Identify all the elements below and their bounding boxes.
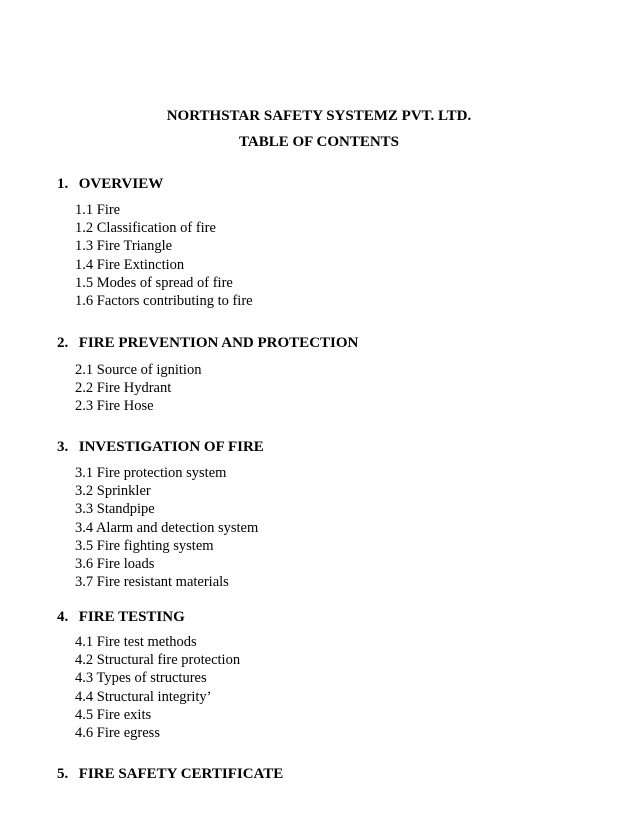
toc-item: 4.5 Fire exits <box>75 706 152 723</box>
section-heading-fire-testing <box>57 608 185 626</box>
toc-item: 3.7 Fire resistant materials <box>75 574 229 591</box>
company-name: NORTHSTAR SAFETY SYSTEMZ PVT. LTD. <box>166 108 472 124</box>
section-items-overview <box>75 201 253 310</box>
toc-item: 1.5 Modes of spread of fire <box>75 274 233 291</box>
toc-item: 3.4 Alarm and detection system <box>75 519 259 536</box>
section-number: 4. <box>57 609 69 625</box>
toc-item: 2.3 Fire Hose <box>75 398 154 415</box>
section-number: 3. <box>57 439 69 455</box>
section-items-investigation <box>75 464 258 591</box>
toc-item: 1.1 Fire <box>75 202 121 218</box>
section-number: 2. <box>57 335 69 351</box>
toc-item: 3.1 Fire protection system <box>75 465 227 481</box>
toc-item: 4.4 Structural integrity’ <box>75 688 212 705</box>
section-heading-fire-safety-certificate <box>57 765 283 783</box>
toc-item: 3.6 Fire loads <box>75 556 155 573</box>
toc-item: 1.4 Fire Extinction <box>75 256 185 273</box>
toc-item: 1.3 Fire Triangle <box>75 238 173 255</box>
section-title: INVESTIGATION OF FIRE <box>78 439 264 455</box>
toc-item: 3.3 Standpipe <box>75 501 155 518</box>
toc-item: 1.2 Classification of fire <box>75 220 216 237</box>
section-heading-overview <box>57 175 163 193</box>
toc-item: 3.5 Fire fighting system <box>75 537 214 554</box>
section-heading-fire-prevention <box>57 334 358 352</box>
toc-item: 2.2 Fire Hydrant <box>75 380 172 397</box>
section-title: OVERVIEW <box>78 176 164 192</box>
section-heading-investigation <box>57 438 264 456</box>
section-title: FIRE SAFETY CERTIFICATE <box>78 766 284 782</box>
section-title: FIRE TESTING <box>78 609 185 625</box>
toc-item: 1.6 Factors contributing to fire <box>75 293 253 310</box>
toc-item: 2.1 Source of ignition <box>75 362 202 378</box>
toc-item: 4.1 Fire test methods <box>75 634 197 650</box>
section-items-fire-prevention <box>75 361 201 416</box>
toc-item: 4.3 Types of structures <box>75 670 207 687</box>
toc-title: TABLE OF CONTENTS <box>238 134 400 150</box>
toc-item: 3.2 Sprinkler <box>75 483 151 500</box>
section-number: 5. <box>57 766 69 782</box>
toc-item: 4.2 Structural fire protection <box>75 652 241 669</box>
section-title: FIRE PREVENTION AND PROTECTION <box>78 335 359 351</box>
section-items-fire-testing <box>75 633 240 742</box>
section-number: 1. <box>57 176 69 192</box>
toc-item: 4.6 Fire egress <box>75 725 160 742</box>
